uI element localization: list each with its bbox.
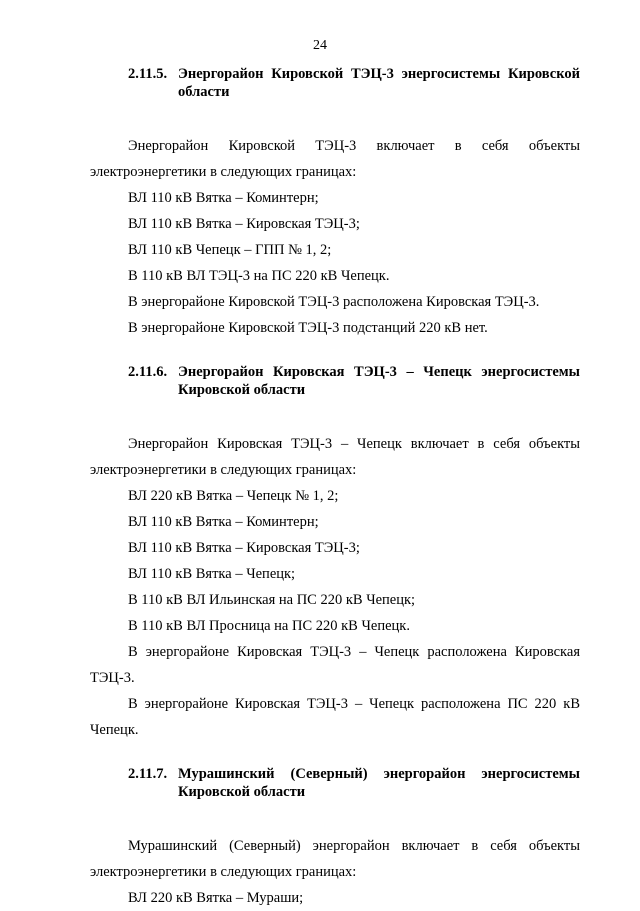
section-intro: Мурашинский (Северный) энергорайон включает в себя объекты электроэнергетики в следующих границах: — [90, 838, 580, 880]
list-item: ВЛ 110 кВ Вятка – Коминтерн; — [128, 514, 319, 530]
section-paragraph: В энергорайоне Кировская ТЭЦ-3 – Чепецк расположена Кировская ТЭЦ-3. — [90, 644, 580, 686]
list-item: В 110 кВ ВЛ Ильинская на ПС 220 кВ Чепецк; — [128, 592, 416, 608]
section-2-11-5 — [90, 65, 580, 341]
list-item: ВЛ 110 кВ Чепецк – ГПП № 1, 2; — [128, 242, 332, 258]
section-number: 2.11.5. — [128, 66, 168, 82]
list-item: В энергорайоне Кировской ТЭЦ-3 подстанций 220 кВ нет. — [128, 320, 488, 336]
section-title: Энергорайон Кировская ТЭЦ-3 – Чепецк энергосистемы Кировской области — [178, 364, 580, 398]
section-2-11-6 — [90, 363, 580, 743]
list-item: В энергорайоне Кировской ТЭЦ-3 расположена Кировская ТЭЦ-3. — [128, 294, 540, 310]
document-body — [90, 65, 580, 911]
section-intro: Энергорайон Кировской ТЭЦ-3 включает в себя объекты электроэнергетики в следующих границах: — [90, 138, 580, 180]
section-paragraph: В энергорайоне Кировская ТЭЦ-3 – Чепецк расположена ПС 220 кВ Чепецк. — [90, 696, 580, 738]
section-heading — [128, 765, 580, 801]
section-heading — [128, 363, 580, 399]
section-heading — [128, 65, 580, 101]
page-number: 24 — [313, 38, 327, 53]
section-number: 2.11.6. — [128, 364, 168, 380]
list-item: ВЛ 110 кВ Вятка – Коминтерн; — [128, 190, 319, 206]
section-title: Энергорайон Кировской ТЭЦ-3 энергосистемы Кировской области — [178, 66, 580, 100]
list-item: ВЛ 110 кВ Вятка – Кировская ТЭЦ-3; — [128, 216, 360, 232]
list-item: В 110 кВ ВЛ ТЭЦ-3 на ПС 220 кВ Чепецк. — [128, 268, 390, 284]
section-title: Мурашинский (Северный) энергорайон энергосистемы Кировской области — [178, 766, 580, 800]
list-item: ВЛ 220 кВ Вятка – Чепецк № 1, 2; — [128, 488, 339, 504]
section-number: 2.11.7. — [128, 766, 168, 782]
section-intro: Энергорайон Кировская ТЭЦ-3 – Чепецк включает в себя объекты электроэнергетики в следующих границах: — [90, 436, 580, 478]
section-2-11-7 — [90, 765, 580, 911]
list-item: ВЛ 220 кВ Вятка – Мураши; — [128, 890, 304, 906]
list-item: ВЛ 110 кВ Вятка – Кировская ТЭЦ-3; — [128, 540, 360, 556]
list-item: ВЛ 110 кВ Вятка – Чепецк; — [128, 566, 296, 582]
list-item: В 110 кВ ВЛ Просница на ПС 220 кВ Чепецк. — [128, 618, 410, 634]
